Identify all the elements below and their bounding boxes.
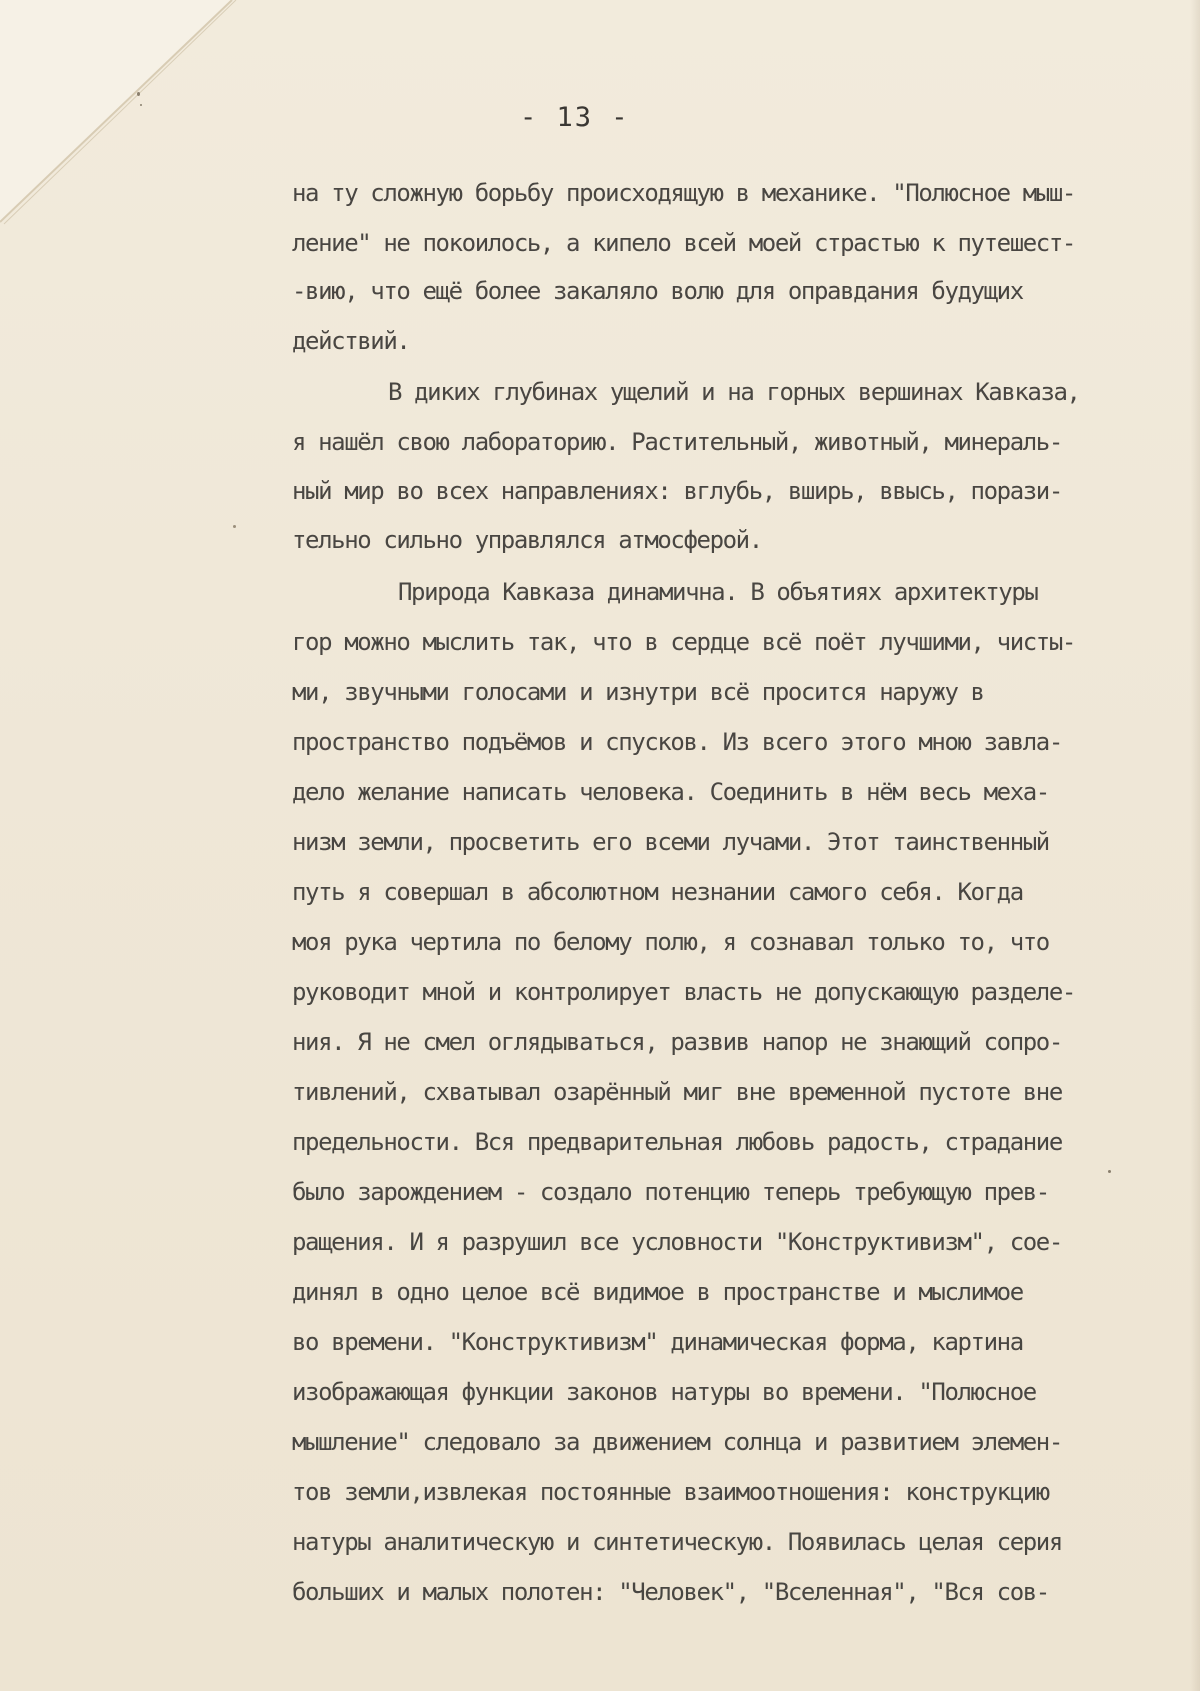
text-line: ми, звучными голосами и изнутри всё просится наружу в (292, 678, 984, 706)
text-line: тивлений, схватывал озарённый миг вне временной пустоте вне (292, 1078, 1062, 1106)
text-line: динял в одно целое всё видимое в пространстве и мыслимое (292, 1278, 1023, 1306)
text-line: ный мир во всех направлениях: вглубь, вширь, ввысь, порази- (292, 477, 1062, 505)
text-line: пространство подъёмов и спусков. Из всего этого мною завла- (292, 728, 1062, 756)
text-line: Природа Кавказа динамична. В объятиях архитектуры (398, 578, 1038, 606)
text-line: было зарождением - создало потенцию теперь требующую прев- (292, 1178, 1049, 1206)
text-line: гор можно мыслить так, что в сердце всё поёт лучшими, чисты- (292, 628, 1075, 656)
text-line: предельности. Вся предварительная любовь радость, страдание (292, 1128, 1062, 1156)
text-line: -вию, что ещё более закаляло волю для оправдания будущих (292, 277, 1023, 305)
text-line: тельно сильно управлялся атмосферой. (292, 526, 762, 554)
text-line: ния. Я не смел оглядываться, развив напор не знающий сопро- (292, 1028, 1062, 1056)
text-line: ращения. И я разрушил все условности "Конструктивизм", сое- (292, 1228, 1062, 1256)
text-line: во времени. "Конструктивизм" динамическая форма, картина (292, 1328, 1023, 1356)
text-line: изображающая функции законов натуры во времени. "Полюсное (292, 1378, 1036, 1406)
page-number: - 13 - (520, 102, 630, 133)
text-line: действий. (292, 327, 410, 355)
text-line: моя рука чертила по белому полю, я сознавал только то, что (292, 928, 1049, 956)
text-line: натуры аналитическую и синтетическую. Появилась целая серия (292, 1528, 1062, 1556)
text-line: В диких глубинах ущелий и на горных вершинах Кавказа, (388, 378, 1080, 406)
text-line: тов земли,извлекая постоянные взаимоотношения: конструкцию (292, 1478, 1049, 1506)
text-line: ление" не покоилось, а кипело всей моей страстью к путешест- (292, 229, 1075, 257)
text-line: мышление" следовало за движением солнца и развитием элемен- (292, 1428, 1062, 1456)
text-line: руководит мной и контролирует власть не допускающую разделе- (292, 978, 1075, 1006)
text-line: дело желание написать человека. Соединить в нём весь меха- (292, 778, 1049, 806)
text-line: низм земли, просветить его всеми лучами. Этот таинственный (292, 828, 1049, 856)
text-line: больших и малых полотен: "Человек", "Вселенная", "Вся сов- (292, 1578, 1049, 1606)
text-line: я нашёл свою лабораторию. Растительный, животный, минераль- (292, 428, 1062, 456)
text-line: путь я совершал в абсолютном незнании самого себя. Когда (292, 878, 1023, 906)
text-line: на ту сложную борьбу происходящую в механике. "Полюсное мыш- (292, 179, 1075, 207)
